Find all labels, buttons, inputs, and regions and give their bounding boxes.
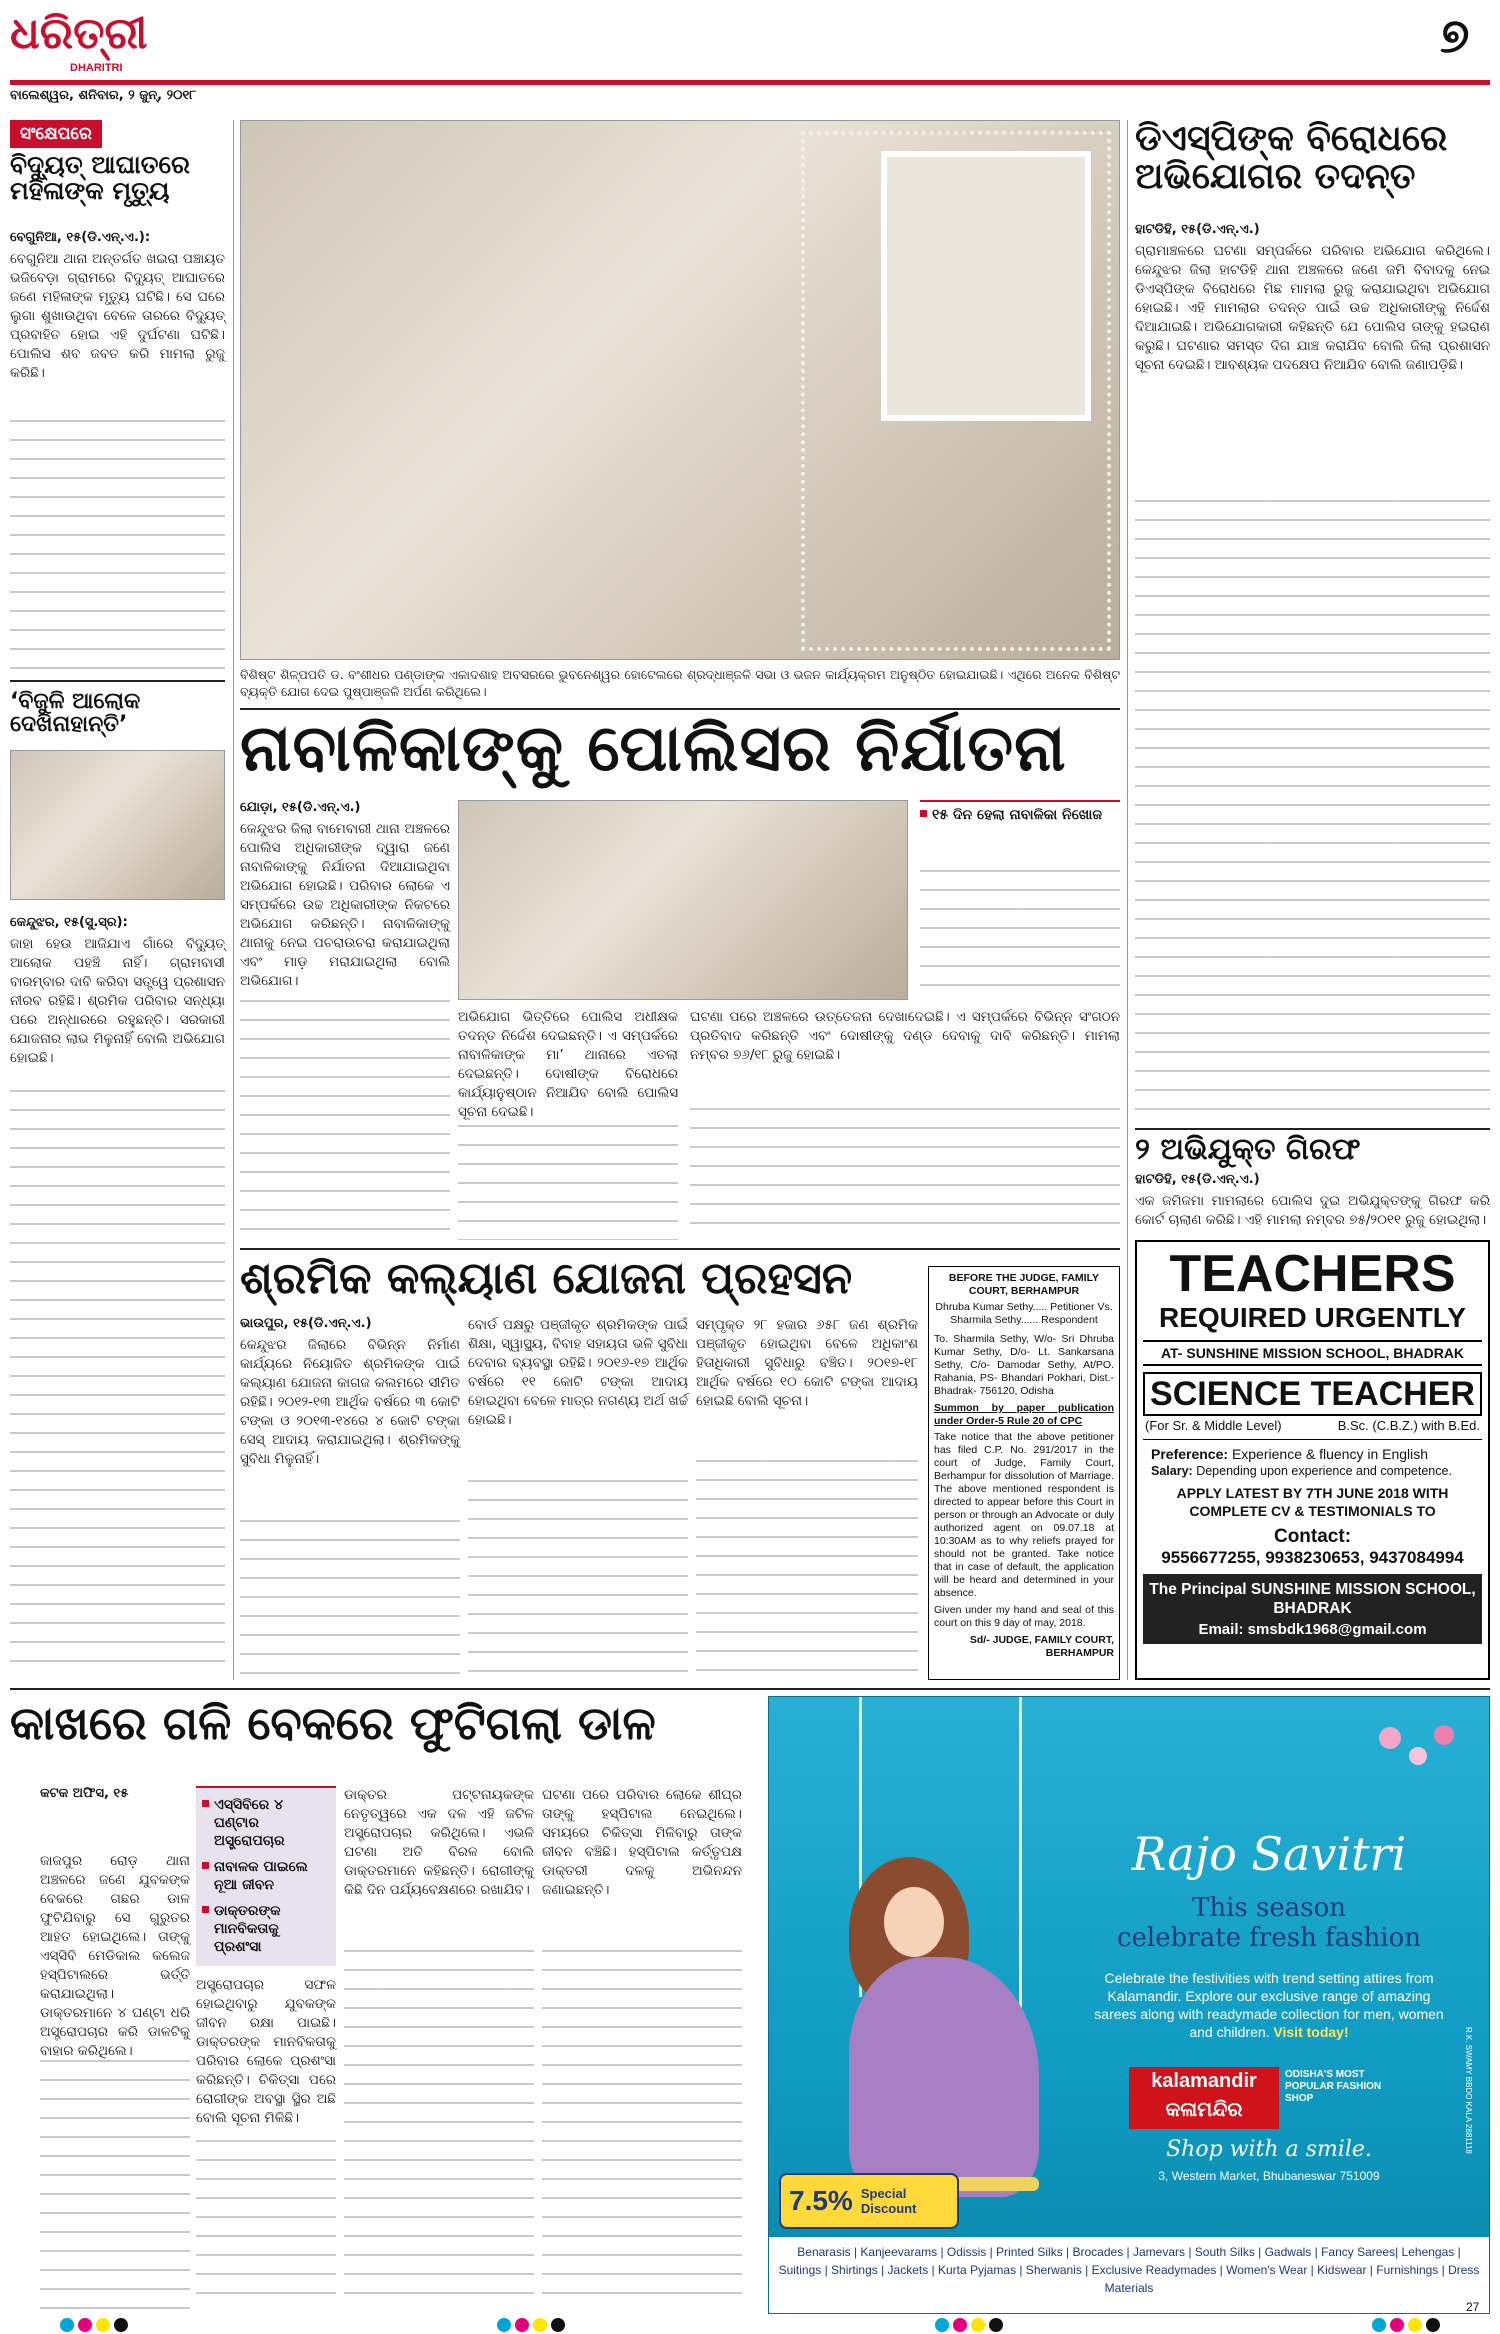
main-side-filler (920, 870, 1120, 1000)
reg-dot-yellow (96, 2318, 110, 2332)
right-headline: ଡିଏସ୍‌ପିଙ୍କ ବିରୋଧରେ ଅଭିଯୋଗର ତଦନ୍ତ (1135, 118, 1448, 197)
ad-tagline-1: This season (1192, 1893, 1346, 1923)
bottom-bullet-1: ଏସ୍‌ସିବିରେ ୪ ଘଣ୍ଟାର ଅସ୍ତ୍ରୋପଚାର (202, 1792, 330, 1854)
bottom-bullet-3: ଡାକ୍ତରଙ୍କ ମାନବିକତାକୁ ପ୍ରଶଂସା (202, 1898, 330, 1960)
ad-salary-row (1143, 1462, 1482, 1480)
ad-badge: ODISHA'S MOST POPULAR FASHION SHOP (1285, 2069, 1382, 2104)
reg-dot-cyan (497, 2318, 511, 2332)
ad-logo-box (1129, 2067, 1279, 2129)
ad-discount-value: 7.5% (789, 2185, 853, 2216)
bottom-body-4-filler (542, 1950, 742, 2310)
ad-salary: Depending upon experience and competence. (1196, 1464, 1452, 1478)
reg-marks-3 (935, 2318, 1003, 2332)
main-photo-police-station (458, 800, 908, 1000)
reg-dot-magenta (953, 2318, 967, 2332)
notice-given: Given under my hand and seal of this court on this 9 day of may, 2018. (934, 1604, 1114, 1629)
ad-body (1089, 1969, 1449, 2041)
dateline-bar: ବାଲେଶ୍ୱର, ଶନିବାର, ୨ ଜୁନ୍, ୨୦୧୮ (10, 88, 197, 103)
reg-marks-4 (1372, 2318, 1440, 2332)
brief-dateline-2: କେନ୍ଦୁଝର, ୧୫(ସୁ.ସ୍ର): (10, 915, 128, 930)
bottom-bullet-2: ନାବାଳକ ପାଇଲେ ନୂଆ ଜୀବନ (202, 1854, 330, 1898)
bottom-divider (10, 1688, 1490, 1690)
reg-marks-2 (497, 2318, 565, 2332)
brief-headline-2: ‘ବିଜୁଳି ଆଲୋକ ଦେଖିନାହାନ୍ତି’ (10, 689, 141, 738)
col-divider-right (1127, 120, 1128, 1680)
ad-visit: Visit today! (1273, 2024, 1349, 2040)
ad-principal: The Principal SUNSHINE MISSION SCHOOL, BHADRAK (1149, 1581, 1476, 1617)
flower-1 (1379, 1727, 1401, 1749)
main-body-2-filler (458, 1125, 678, 1240)
ad-salary-label: Salary: (1151, 1464, 1193, 1478)
reg-dot-black (989, 2318, 1003, 2332)
bottom-dateline: କଟକ ଅଫିସ, ୧୫ (40, 1786, 129, 1801)
main-bullet: ୧୫ ଦିନ ହେଲା ନାବାଳିକା ନିଖୋଜ (920, 802, 1120, 828)
notice-body: Take notice that the above petitioner has filed C.P. No. 291/2017 in the court of Judge, Family Court, Berhampur for dissolution of Marriage. The above mentioned respondent is directed to appear before this Court in person or through an Advocate or duly authorized agent on 09.07.18 at 10:30AM as to why reliefs prayed for should not be granted. Take notice that in case of default, the application will be heard and determined in your absence. (934, 1431, 1114, 1599)
ad-principal-box (1143, 1574, 1482, 1644)
right-dateline-2: ହାଟଡିହି, ୧୫(ଡି.ଏନ୍.ଏ.) (1135, 1172, 1260, 1187)
right-body-filler (1135, 500, 1490, 1120)
main-body: କେନ୍ଦୁଝର ଜିଲା ବାମେବାରୀ ଥାନା ଅଞ୍ଚଳରେ ପୋଲିସ ଅଧିକାରୀଙ୍କ ଦ୍ୱାରା ଜଣେ ନାବାଳିକାଙ୍କୁ ନିର୍ଯାତନା ଦିଆଯାଇଥିବା ଅଭିଯୋଗ ହୋଇଛି। ପରିବାର ଲୋକେ ଏ ସମ୍ପର୍କରେ ଉଚ୍ଚ ଅଧିକାରୀଙ୍କ ନିକଟରେ ଅଭିଯୋଗ କରିଛନ୍ତି। ନାବାଳିକାଙ୍କୁ ଥାନାକୁ ନେଇ ପଚରାଉଚରା କରାଯାଇଥିଲା ଏବଂ ମାଡ଼ ମରାଯାଇଥିଲା ବୋଲି ଅଭିଯୋଗ। (240, 821, 450, 989)
reg-marks-1 (60, 2318, 128, 2332)
page-folio: 27 (1466, 2300, 1480, 2314)
masthead-logo-sub: DHARITRI (70, 62, 123, 74)
ad-level-row (1137, 1416, 1488, 1435)
ad-body-text: Celebrate the festivities with trend setting attires from Kalamandir. Explore our exclusive range of amazing sarees along with readymade collection for men, women and children. (1094, 1970, 1444, 2040)
ad-side-code: R.K. SWAMY BBDO KALA 2881118 (1464, 2027, 1473, 2154)
main-dateline: ଯୋଡ଼ା, ୧୫(ଡି.ଏନ୍.ଏ.) (240, 800, 361, 815)
masthead-red-rule (10, 80, 1490, 85)
flowers-decoration (1369, 1717, 1469, 1797)
ad-pref-row (1143, 1439, 1482, 1462)
reg-dot-black (551, 2318, 565, 2332)
shramik-body-filler (240, 1520, 460, 1680)
ad-level: (For Sr. & Middle Level) (1145, 1418, 1282, 1433)
right-divider (1135, 1128, 1490, 1130)
bottom-body-4: ଘଟଣା ପରେ ପରିବାର ଲୋକେ ଶୀଘ୍ର ତାଙ୍କୁ ହସ୍ପିଟାଲ ନେଇଥିଲେ। ସମୟରେ ଚିକିତ୍ସା ମିଳିବାରୁ ତାଙ୍କ ଜୀବନ ବଞ୍ଚିଛି। ହସ୍ପିଟାଲ କର୍ତ୍ତୃପକ୍ଷ ଡାକ୍ତରୀ ଦଳକୁ ଅଭିନନ୍ଦନ ଜଣାଇଛନ୍ତି। (542, 1787, 742, 1898)
notice-sign: Sd/- JUDGE, FAMILY COURT, BERHAMPUR (969, 1634, 1114, 1659)
ad-shop-line: Shop with a smile. (1166, 2137, 1372, 2162)
masthead (10, 8, 1490, 104)
shramik-headline: ଶ୍ରମିକ କଲ୍ୟାଣ ଯୋଜନା ପ୍ରହସନ (240, 1253, 853, 1304)
ad-discount-text: Special Discount (860, 2186, 917, 2216)
flower-2 (1409, 1747, 1427, 1765)
kalamandir-ad (768, 1696, 1490, 2314)
tribute-caption: ବିଶିଷ୍ଟ ଶିଳ୍ପପତି ଡ. ବଂଶୀଧର ପଣ୍ଡାଙ୍କ ଏକାଦଶାହ ଅବସରରେ ଭୁବନେଶ୍ୱର ହୋଟେଲରେ ଶ୍ରଦ୍ଧାଞ୍ଜଳି ସଭା ଓ ଭଜନ କାର୍ଯ୍ୟକ୍ରମ ଅନୁଷ୍ଠିତ ହୋଇଯାଇଛି। ଏଥିରେ ଅନେକ ବିଶିଷ୍ଟ ବ୍ୟକ୍ତି ଯୋଗ ଦେଇ ପୁଷ୍ପାଞ୍ଜଳି ଅର୍ପଣ କରିଥିଲେ। (240, 667, 1120, 699)
notice-to: To. Sharmila Sethy, W/o- Sri Dhruba Kumar Sethy, D/o- Lt. Sankarsana Sethy, C/o- Damodar Sethy, At/PO. Rahania, PS- Bhandari Pokhari, Dist.- Bhadrak- 756120, Odisha (934, 1333, 1114, 1397)
ad-title: TEACHERS (1169, 1245, 1456, 1303)
reg-dot-magenta (515, 2318, 529, 2332)
bottom-headline: କାଖରେ ଗଳି ବେକରେ ଫୁଟିଗଲା ଡାଳ (10, 1696, 656, 1750)
flower-wall (801, 131, 1111, 651)
bottom-body-2: ଅସ୍ତ୍ରୋପଚାର ସଫଳ ହୋଇଥିବାରୁ ଯୁବକଙ୍କ ଜୀବନ ରକ୍ଷା ପାଇଛି। ଡାକ୍ତରଙ୍କ ମାନବିକତାକୁ ପରିବାର ଲୋକେ ପ୍ରଶଂସା କରିଛନ୍ତି। ଚିକିତ୍ସା ପରେ ରୋଗୀଙ୍କ ଅବସ୍ଥା ସ୍ଥିର ଅଛି ବୋଲି ସୂଚନା ମିଳିଛି। (196, 1977, 336, 2126)
reg-dot-yellow (533, 2318, 547, 2332)
brief-body-2-filler (10, 1090, 225, 1670)
teachers-ad (1135, 1240, 1490, 1680)
brief-dateline: ବେଗୁନିଆ, ୧୫(ଡି.ଏନ୍.ଏ.): (10, 230, 151, 245)
ad-email-label: Email: (1198, 1621, 1244, 1638)
reg-dot-black (1426, 2318, 1440, 2332)
right-dateline: ହାଟଡିହି, ୧୫(ଡି.ଏନ୍.ଏ.) (1135, 222, 1260, 237)
bottom-body-3: ଡାକ୍ତର ପଟ୍ଟନାୟକଙ୍କ ନେତୃତ୍ୱରେ ଏକ ଦଳ ଏହି ଜଟିଳ ଅସ୍ତ୍ରୋପଚାର କରିଥିଲେ। ଏଭଳି ଘଟଣା ଅତି ବିରଳ ବୋଲି ଡାକ୍ତରମାନେ କହିଛନ୍ତି। ରୋଗୀଙ୍କୁ କିଛି ଦିନ ପର୍ଯ୍ୟବେକ୍ଷଣରେ ରଖାଯିବ। (344, 1787, 534, 1898)
flower-3 (1434, 1725, 1454, 1745)
main-headline: ନାବାଳିକାଙ୍କୁ ପୋଲିସର ନିର୍ଯାତନା (240, 712, 1067, 786)
brief-body-2: ଜାହା ହେଉ ଆଜିଯାଏ ଗାଁରେ ବିଦ୍ୟୁତ୍ ଆଲୋକ ପହଞ୍ଚି ନାହିଁ। ଗ୍ରାମବାସୀ ବାରମ୍ବାର ଦାବି କରିବା ସତ୍ତ୍ୱେ ପ୍ରଶାସନ ନୀରବ ରହିଛି। ଶ୍ରମିକ ପରିବାର ସନ୍ଧ୍ୟା ପରେ ଅନ୍ଧାରରେ ରହୁଛନ୍ତି। ସରକାରୀ ଯୋଜନାର ଲାଭ ମିଳୁନାହିଁ ବୋଲି ଅଭିଯୋଗ ହୋଇଛି। (10, 936, 225, 1066)
main-bullet-box (920, 800, 1120, 860)
reg-dot-cyan (60, 2318, 74, 2332)
shramik-body-2: ବୋର୍ଡ ପକ୍ଷରୁ ପଞ୍ଜୀକୃତ ଶ୍ରମିକଙ୍କ ପାଇଁ ଶିକ୍ଷା, ସ୍ୱାସ୍ଥ୍ୟ, ବିବାହ ସହାୟତା ଭଳି ସୁବିଧା ଦେବାର ବ୍ୟବସ୍ଥା ରହିଛି। ୨୦୧୬-୧୭ ଆର୍ଥିକ ବର୍ଷରେ ୧୧ କୋଟି ଟଙ୍କା ଆଦାୟ ହୋଇଥିବା ବେଳେ ମାତ୍ର ନଗଣ୍ୟ ଅର୍ଥ ଖର୍ଚ୍ଚ ହୋଇଛି। (468, 1317, 688, 1428)
swing-rope-right (1019, 1697, 1022, 2027)
girl-face (884, 1887, 944, 1957)
ad-subtitle: REQUIRED URGENTLY (1158, 1302, 1466, 1333)
main-body-2: ଅଭିଯୋଗ ଭିତ୍ତିରେ ପୋଲିସ ଅଧୀକ୍ଷକ ତଦନ୍ତ ନିର୍ଦ୍ଦେଶ ଦେଇଛନ୍ତି। ଏ ସମ୍ପର୍କରେ ନାବାଳିକାଙ୍କ ମା’ ଥାନାରେ ଏତଲା ଦେଇଛନ୍ତି। ଦୋଷୀଙ୍କ ବିରୋଧରେ କାର୍ଯ୍ୟାନୁଷ୍ଠାନ ନିଆଯିବ ବୋଲି ପୋଲିସ ସୂଚନା ଦେଇଛି। (458, 1009, 678, 1120)
swing-illustration (789, 1697, 1069, 2217)
brief-tag: ସଂକ୍ଷେପରେ (10, 120, 102, 148)
reg-dot-cyan (1372, 2318, 1386, 2332)
ad-post: SCIENCE TEACHER (1143, 1372, 1482, 1416)
reg-dot-magenta (1390, 2318, 1404, 2332)
shramik-dateline: ଭାଉପୁର, ୧୫(ଡି.ଏନ୍.ଏ.) (240, 1316, 372, 1331)
brief-body-filler (10, 420, 225, 670)
ad-school-line: AT- SUNSHINE MISSION SCHOOL, BHADRAK (1143, 1340, 1482, 1366)
ad-email-row (1147, 1621, 1478, 1638)
notice-summon: Summon by paper publication under Order-5 Rule 20 of CPC (934, 1402, 1114, 1427)
shramik-body-3-filler (696, 1460, 918, 1680)
bottom-bullet-box (196, 1786, 336, 1966)
right-body: ଗ୍ରାମାଞ୍ଚଳରେ ଘଟଣା ସମ୍ପର୍କରେ ପରିବାର ଅଭିଯୋଗ କରିଥିଲେ। କେନ୍ଦୁଝର ଜିଲା ହାଟଡିହି ଥାନା ଅଞ୍ଚଳରେ ଜଣେ ଜମି ବିବାଦକୁ ନେଇ ଡିଏସ୍‌ପିଙ୍କ ବିରୋଧରେ ମିଛ ମାମଲା ରୁଜୁ କରାଯାଇଥିବା ଅଭିଯୋଗ ହୋଇଛି। ଏହି ମାମଲାର ତଦନ୍ତ ପାଇଁ ଉଚ୍ଚ ଅଧିକାରୀଙ୍କୁ ନିର୍ଦ୍ଦେଶ ଦିଆଯାଇଛି। ଅଭିଯୋଗକାରୀ କହିଛନ୍ତି ଯେ ପୋଲିସ ତାଙ୍କୁ ହଇରାଣ କରୁଛି। ଘଟଣାର ସମସ୍ତ ଦିଗ ଯାଞ୍ଚ କରାଯିବ ବୋଲି ଜିଲା ପ୍ରଶାସନ ସୂଚନା ଦେଇଛି। ଆବଶ୍ୟକ ପଦକ୍ଷେପ ନିଆଯିବ ବୋଲି ଜଣାପଡ଼ିଛି। (1135, 243, 1490, 373)
ad-pref: Experience & fluency in English (1231, 1446, 1429, 1462)
shramik-body-3: ସମ୍ପୃକ୍ତ ୨୮ ହଜାର ୬୫୮ ଜଣ ଶ୍ରମିକ ପଞ୍ଜୀକୃତ ହୋଇଥିବା ବେଳେ ଅଧିକାଂଶ ହିତାଧିକାରୀ ସୁବିଧାରୁ ବଞ୍ଚିତ। ୨୦୧୭-୧୮ ଆର୍ଥିକ ବର୍ଷରେ ୧୦ କୋଟି ଟଙ୍କା ଆଦାୟ ହୋଇଛି ବୋଲି ସୂଚନା। (696, 1317, 918, 1409)
main-body-3: ଘଟଣା ପରେ ଅଞ୍ଚଳରେ ଉତ୍ତେଜନା ଦେଖାଦେଇଛି। ଏ ସମ୍ପର୍କରେ ବିଭିନ୍ନ ସଂଗଠନ ପ୍ରତିବାଦ କରିଛନ୍ତି ଏବଂ ଦୋଷୀଙ୍କୁ ଦଣ୍ଡ ଦେବାକୁ ଦାବି କରିଛନ୍ତି। ମାମଲା ନମ୍ବର ୭୬/୧୮ ରୁଜୁ ହୋଇଛି। (690, 1009, 1120, 1063)
ad-logo-en: kalamandir (1151, 2070, 1257, 2092)
ad-email: smsbdk1968@gmail.com (1247, 1621, 1427, 1638)
brief-divider (10, 680, 225, 682)
ad-contact-label: Contact: (1273, 1526, 1352, 1547)
main-body-filler (240, 1000, 450, 1240)
brief-photo-villagers (10, 750, 225, 900)
main-body-3-filler (690, 1108, 1120, 1240)
ad-qual: B.Sc. (C.B.Z.) with B.Ed. (1337, 1418, 1480, 1433)
ad-address: 3, Western Market, Bhubaneswar 751009 (1158, 2169, 1380, 2183)
brief-headline: ବିଦ୍ୟୁତ୍ ଆଘାତରେ ମହିଳାଙ୍କ ମୃତ୍ୟୁ (10, 150, 190, 206)
reg-dot-yellow (1408, 2318, 1422, 2332)
right-body-2: ଏକ ଜମିଜମା ମାମଲାରେ ପୋଲିସ ଦୁଇ ଅଭିଯୁକ୍ତଙ୍କୁ ଗିରଫ କରି କୋର୍ଟ ଚାଲାଣ କରିଛି। ଏହି ମାମଲା ନମ୍ବର ୭୫/୨୦୧୧ ରୁଜୁ ହୋଇଥିଲା। (1135, 1193, 1490, 1228)
reg-dot-black (114, 2318, 128, 2332)
ad-brand-title: Rajo Savitri (1131, 1827, 1407, 1881)
print-registration-bar (60, 2318, 1440, 2332)
page-number: ୭ (1440, 8, 1470, 64)
col-divider-1 (233, 120, 234, 1680)
ad-phones: 9556677255, 9938230653, 9437084994 (1161, 1548, 1464, 1567)
bottom-body-2-filler (196, 2140, 336, 2310)
tribute-photo (240, 120, 1120, 660)
girl-saree (849, 1957, 1039, 2197)
reg-dot-cyan (935, 2318, 949, 2332)
ad-categories: Benarasis | Kanjeevarams | Odissis | Printed Silks | Brocades | Jamevars | South Silks | Gadwals | Fancy Sarees| Lehengas | Suitings | Shirtings | Jackets | Kurta Pyjamas | Sherwanis | Exclusive Readymades | Women's Wear | Kidswear | Furnishings | Dress Materials (769, 2237, 1489, 2314)
center-divider-1 (240, 708, 1120, 710)
bottom-body: ଜାଜପୁର ରୋଡ଼ ଥାନା ଅଞ୍ଚଳରେ ଜଣେ ଯୁବକଙ୍କ ବେକରେ ଗଛର ଡାଳ ଫୁଟିଯିବାରୁ ସେ ଗୁରୁତର ଆହତ ହୋଇଥିଲେ। ତାଙ୍କୁ ଏସ୍‌ସିବି ମେଡିକାଲ କଲେଜ ହସ୍ପିଟାଲରେ ଭର୍ତ୍ତି କରାଯାଇଥିଲା। ଡାକ୍ତରମାନେ ୪ ଘଣ୍ଟା ଧରି ଅସ୍ତ୍ରୋପଚାର କରି ଡାଳଟିକୁ ବାହାର କରିଥିଲେ। (40, 1853, 190, 2059)
right-headline-2: ୨ ଅଭିଯୁକ୍ତ ଗିରଫ (1135, 1132, 1361, 1167)
notice-parties: Dhruba Kumar Sethy..... Petitioner Vs. Sharmila Sethy...... Respondent (935, 1301, 1113, 1326)
ad-logo-od: କଳାମନ୍ଦିର (1165, 2097, 1243, 2121)
ad-tagline-2: celebrate fresh fashion (1116, 1923, 1422, 1953)
shramik-body: କେନ୍ଦୁଝର ଜିଲାରେ ବିଭିନ୍ନ ନିର୍ମାଣ କାର୍ଯ୍ୟରେ ନିୟୋଜିତ ଶ୍ରମିକଙ୍କ ପାଇଁ କଲ୍ୟାଣ ଯୋଜନା କାଗଜ କଲମରେ ସୀମିତ ରହିଛି। ୨୦୧୨-୧୩ ଆର୍ଥିକ ବର୍ଷରେ ୩ କୋଟି ଟଙ୍କା ଓ ୨୦୧୩-୧୪ରେ ୪ କୋଟି ଟଙ୍କା ସେସ୍ ଆଦାୟ କରାଯାଇଥିଲା। ଶ୍ରମିକଙ୍କୁ ସୁବିଧା ମିଳୁନାହିଁ। (240, 1337, 460, 1467)
center-divider-2 (240, 1248, 1120, 1250)
shramik-body-2-filler (468, 1480, 688, 1680)
reg-dot-yellow (971, 2318, 985, 2332)
reg-dot-magenta (78, 2318, 92, 2332)
bottom-body-3-filler (344, 1950, 534, 2310)
ad-discount-badge (779, 2173, 959, 2229)
ad-pref-label: Preference: (1151, 1446, 1229, 1462)
ad-apply: APPLY LATEST BY 7TH JUNE 2018 WITH COMPLETE CV & TESTIMONIALS TO (1176, 1485, 1449, 1519)
legal-notice (928, 1266, 1120, 1680)
notice-heading: BEFORE THE JUDGE, FAMILY COURT, BERHAMPUR (948, 1272, 1100, 1297)
masthead-logo: ଧରିତ୍ରୀ (10, 8, 148, 59)
brief-body: ବେଗୁନିଆ ଥାନା ଅନ୍ତର୍ଗତ ଖଇରା ପଞ୍ଚାୟତ ଭଜିବେଡ଼ା ଗ୍ରାମରେ ବିଦ୍ୟୁତ୍ ଆଘାତରେ ଜଣେ ମହିଳାଙ୍କ ମୃତ୍ୟୁ ଘଟିଛି। ସେ ଘରେ ଲୁଗା ଶୁଖାଉଥିବା ବେଳେ ତାରରେ ବିଦ୍ୟୁତ୍ ପ୍ରବାହିତ ହୋଇ ଏହି ଦୁର୍ଘଟଣା ଘଟିଛି। ପୋଲିସ ଶବ ଜବତ କରି ମାମଲା ରୁଜୁ କରିଛି। (10, 251, 225, 381)
bottom-body-filler (40, 2060, 190, 2310)
